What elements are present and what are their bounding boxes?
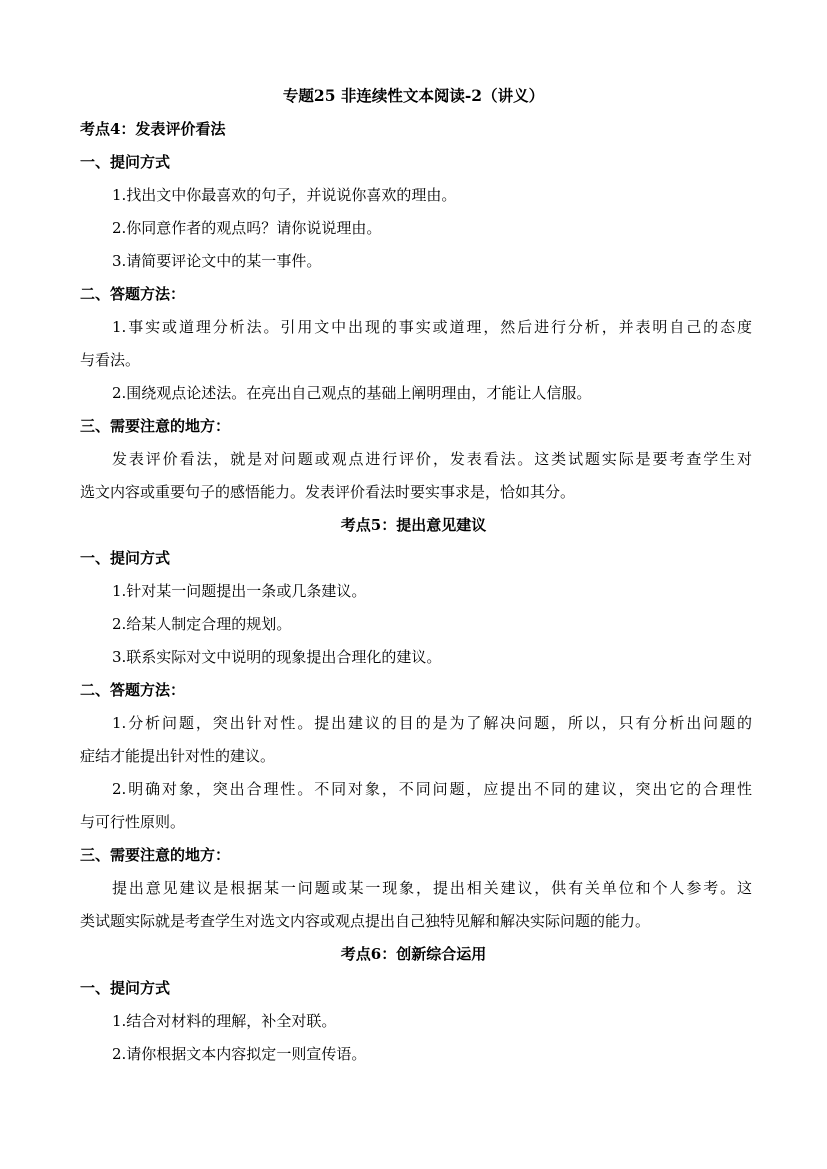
ask-heading: 一、提问方式 (80, 549, 171, 567)
note-paragraph-continued: 选文内容或重要句子的感悟能力。发表评价看法时要实事求是，恰如其分。 (80, 483, 576, 501)
ask-item: 3.联系实际对文中说明的现象提出合理化的建议。 (112, 648, 442, 666)
page-title: 专题25 非连续性文本阅读-2（讲义） (282, 86, 545, 105)
method-item-continued: 症结才能提出针对性的建议。 (80, 747, 276, 765)
section-heading-6: 考点6：创新综合运用 (340, 945, 487, 963)
note-paragraph-continued: 类试题实际就是考查学生对选文内容或观点提出自己独特见解和解决实际问题的能力。 (80, 912, 651, 930)
note-paragraph: 提出意见建议是根据某一问题或某一现象，提出相关建议，供有关单位和个人参考。这 (112, 879, 752, 897)
method-item-continued: 与看法。 (80, 351, 141, 369)
ask-heading: 一、提问方式 (80, 153, 171, 171)
note-heading: 三、需要注意的地方： (80, 417, 231, 435)
method-item: 1.分析问题，突出针对性。提出建议的目的是为了解决问题，所以，只有分析出问题的 (112, 714, 752, 732)
ask-item: 2.请你根据文本内容拟定一则宣传语。 (112, 1045, 367, 1063)
note-heading: 三、需要注意的地方： (80, 846, 231, 864)
section-heading-4: 考点4：发表评价看法 (80, 120, 226, 138)
ask-item: 2.给某人制定合理的规划。 (112, 615, 292, 633)
method-item: 2.围绕观点论述法。在亮出自己观点的基础上阐明理由，才能让人信服。 (112, 384, 592, 402)
method-item-continued: 与可行性原则。 (80, 813, 186, 831)
ask-item: 1.结合对材料的理解，补全对联。 (112, 1012, 337, 1030)
ask-item: 1.找出文中你最喜欢的句子，并说说你喜欢的理由。 (112, 186, 457, 204)
method-item: 1.事实或道理分析法。引用文中出现的事实或道理，然后进行分析，并表明自己的态度 (112, 318, 752, 336)
ask-item: 2.你同意作者的观点吗？请你说说理由。 (112, 219, 382, 237)
ask-item: 3.请简要评论文中的某一事件。 (112, 252, 322, 270)
note-paragraph: 发表评价看法，就是对问题或观点进行评价，发表看法。这类试题实际是要考查学生对 (112, 450, 752, 468)
method-heading: 二、答题方法： (80, 681, 186, 699)
method-item: 2.明确对象，突出合理性。不同对象，不同问题，应提出不同的建议，突出它的合理性 (112, 780, 752, 798)
section-heading-5: 考点5：提出意见建议 (340, 516, 487, 534)
method-heading: 二、答题方法： (80, 285, 186, 303)
ask-item: 1.针对某一问题提出一条或几条建议。 (112, 582, 367, 600)
ask-heading: 一、提问方式 (80, 979, 171, 997)
